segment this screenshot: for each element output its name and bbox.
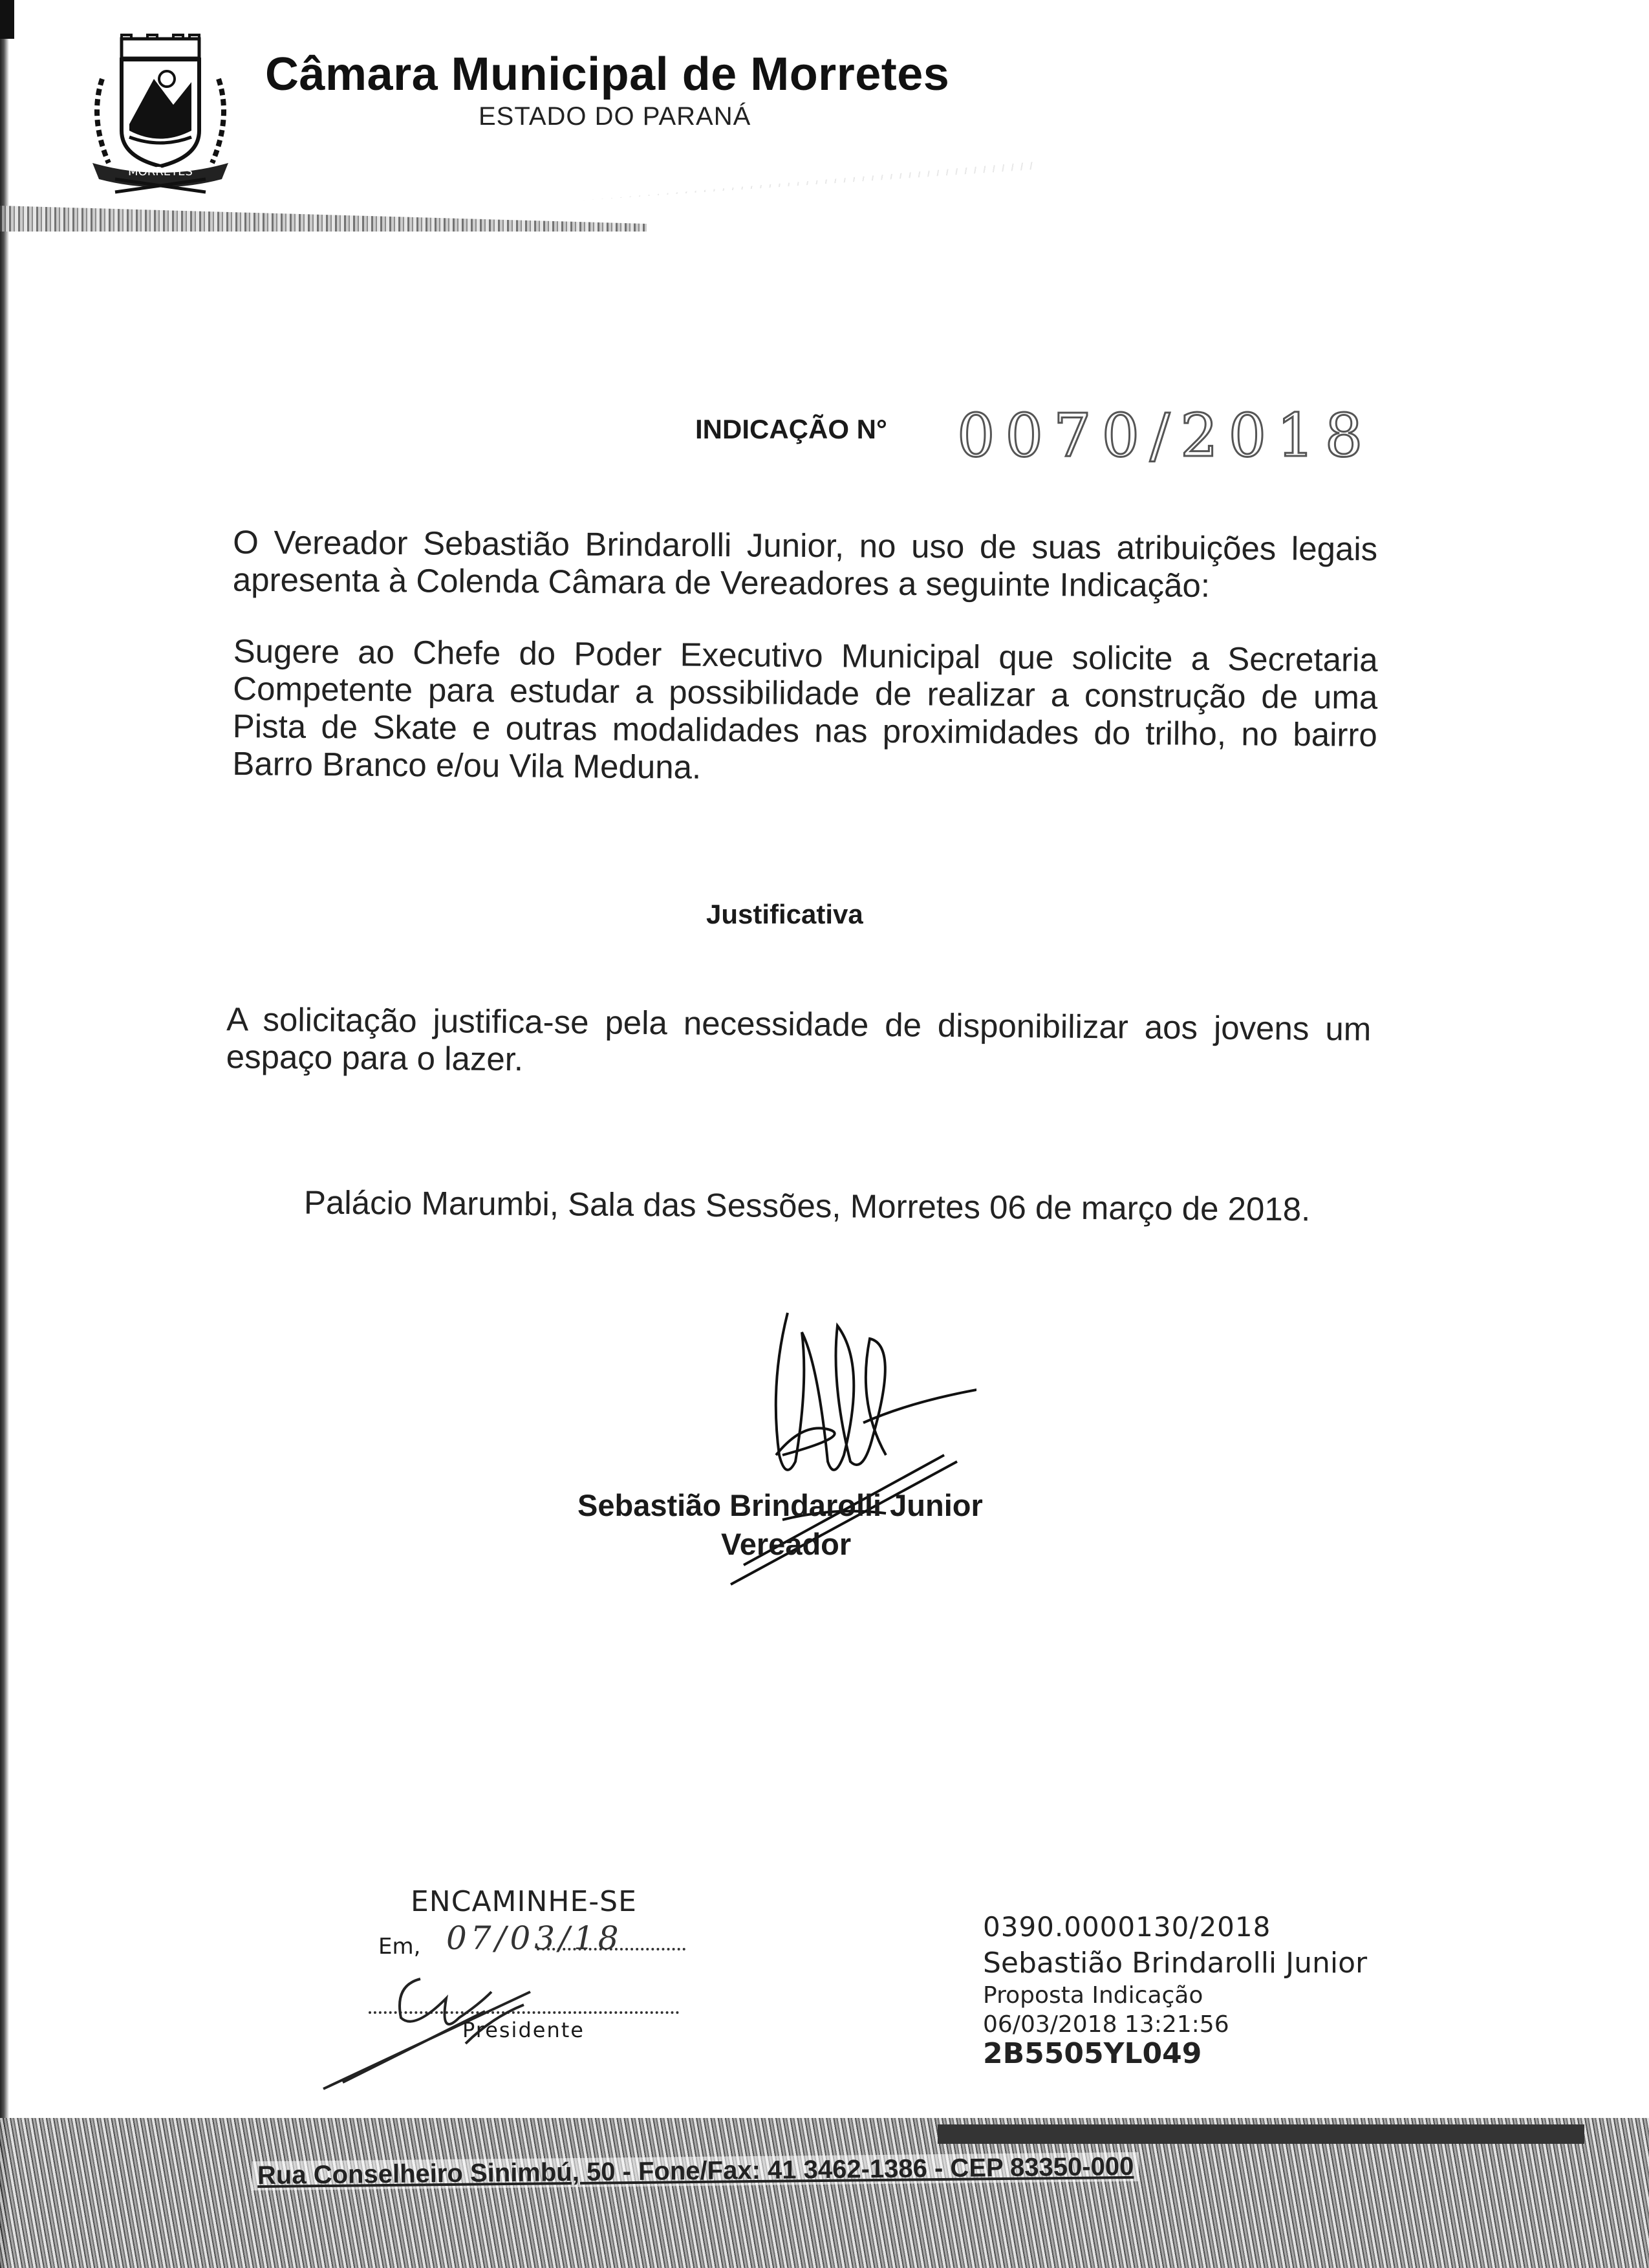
protocol-datetime: 06/03/2018 13:21:56 xyxy=(983,2011,1229,2038)
chamber-state: ESTADO DO PARANÁ xyxy=(479,102,751,131)
crest-text: MORRETES xyxy=(128,165,193,178)
footer-band xyxy=(0,2118,1649,2268)
signer-name: Sebastião Brindarolli Junior xyxy=(577,1488,983,1522)
justification-paragraph: A solicitação justifica-se pela necessidade de disponibilizar aos jovens um espaço para o lazer. xyxy=(226,1000,1372,1078)
justification-heading: Justificativa xyxy=(706,899,863,929)
protocol-author: Sebastião Brindarolli Junior xyxy=(983,1947,1368,1980)
forward-stamp-title: ENCAMINHE-SE xyxy=(411,1885,637,1918)
president-label: Presidente xyxy=(462,2018,585,2042)
protocol-type: Proposta Indicação xyxy=(983,1982,1203,2009)
signoff-line: Palácio Marumbi, Sala das Sessões, Morretes 06 de março de 2018. xyxy=(303,1183,1311,1228)
header-rule xyxy=(0,206,647,232)
forward-stamp-date-label: Em, xyxy=(378,1934,421,1960)
forward-stamp-date: 07/03/18 xyxy=(446,1919,623,1957)
indicacao-number: 0070/2018 xyxy=(957,401,1374,470)
footer-address: Rua Conselheiro Sinimbú, 50 - Fone/Fax: 41 3462-1386 - CEP 83350-000 xyxy=(252,2152,1139,2190)
scan-corner-mark xyxy=(0,0,14,39)
protocol-number: 0390.0000130/2018 xyxy=(983,1911,1271,1943)
scan-left-edge xyxy=(0,0,9,2268)
intro-paragraph: O Vereador Sebastião Brindarolli Junior, no uso de suas atribuições legais apresenta à Colenda Câmara de Vereadores a seguinte Indicação: xyxy=(232,523,1378,604)
request-paragraph: Sugere ao Chefe do Poder Executivo Municipal que solicite a Secretaria Competente para estudar a possibilidade de realizar a construção de uma Pista de Skate e outras modalidades nas proximidades do trilho, no bairro Barro Branco e/ou Vila Meduna. xyxy=(232,632,1378,786)
chamber-title: Câmara Municipal de Morretes xyxy=(265,49,950,100)
protocol-code: 2B5505YL049 xyxy=(983,2037,1202,2070)
date-dotted-line xyxy=(537,1948,685,1950)
municipal-crest-icon xyxy=(76,34,244,195)
scan-noise xyxy=(582,162,1035,200)
indicacao-label: INDICAÇÃO N° xyxy=(695,414,887,444)
signer-role: Vereador xyxy=(721,1527,852,1561)
